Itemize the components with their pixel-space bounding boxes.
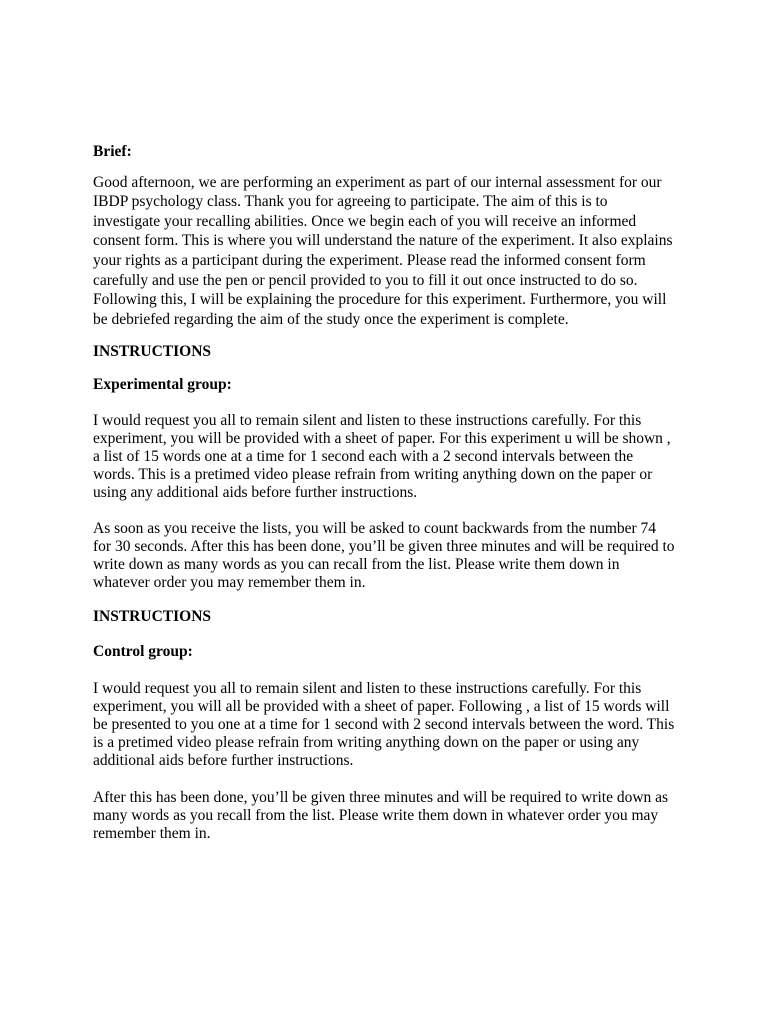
brief-heading: Brief: (93, 143, 132, 160)
experimental-group-heading: Experimental group: (93, 375, 232, 393)
document-page (93, 142, 675, 843)
experimental-paragraph-2: As soon as you receive the lists, you will be asked to count backwards from the number 74 for 30 seconds. After this has been done, you’ll be given three minutes and will be required to write down as many words as you can recall from the list. Please write them down in whatever order you may remember them in. (93, 519, 675, 592)
instructions-heading-control: INSTRUCTIONS (93, 608, 212, 626)
experimental-paragraph-1: I would request you all to remain silent and listen to these instructions carefully. For this experiment, you will be provided with a sheet of paper. For this experiment u will be shown , a list of 15 words one at a time for 1 second each with a 2 second intervals between the words. This is a pretimed video please refrain from writing anything down on the paper or using any additional aids before further instructions. (93, 411, 671, 502)
control-paragraph-2: After this has been done, you’ll be given three minutes and will be required to write down as many words as you recall from the list. Please write them down in whatever order you may remember them in. (93, 788, 669, 842)
brief-paragraph: Good afternoon, we are performing an experiment as part of our internal assessment for our IBDP psychology class. Thank you for agreeing to participate. The aim of this is to investigate your recalling abilities. Once we begin each of you will receive an informed consent form. This is where you will understand the nature of the experiment. It also explains your rights as a participant during the experiment. Please read the informed consent form carefully and use the pen or pencil provided to you to fill it out once instructed to do so. Following this, I will be explaining the procedure for this experiment. Furthermore, you will be debriefed regarding the aim of the study once the experiment is complete. (93, 173, 673, 328)
control-paragraph-1: I would request you all to remain silent and listen to these instructions carefully. For this experiment, you will all be provided with a sheet of paper. Following , a list of 15 words will be presented to you one at a time for 1 second with 2 second intervals between the word. This is a pretimed video please refrain from writing anything down on the paper or using any additional aids before further instructions. (93, 679, 675, 770)
instructions-heading-experimental: INSTRUCTIONS (93, 343, 212, 361)
control-group-heading: Control group: (93, 642, 193, 660)
